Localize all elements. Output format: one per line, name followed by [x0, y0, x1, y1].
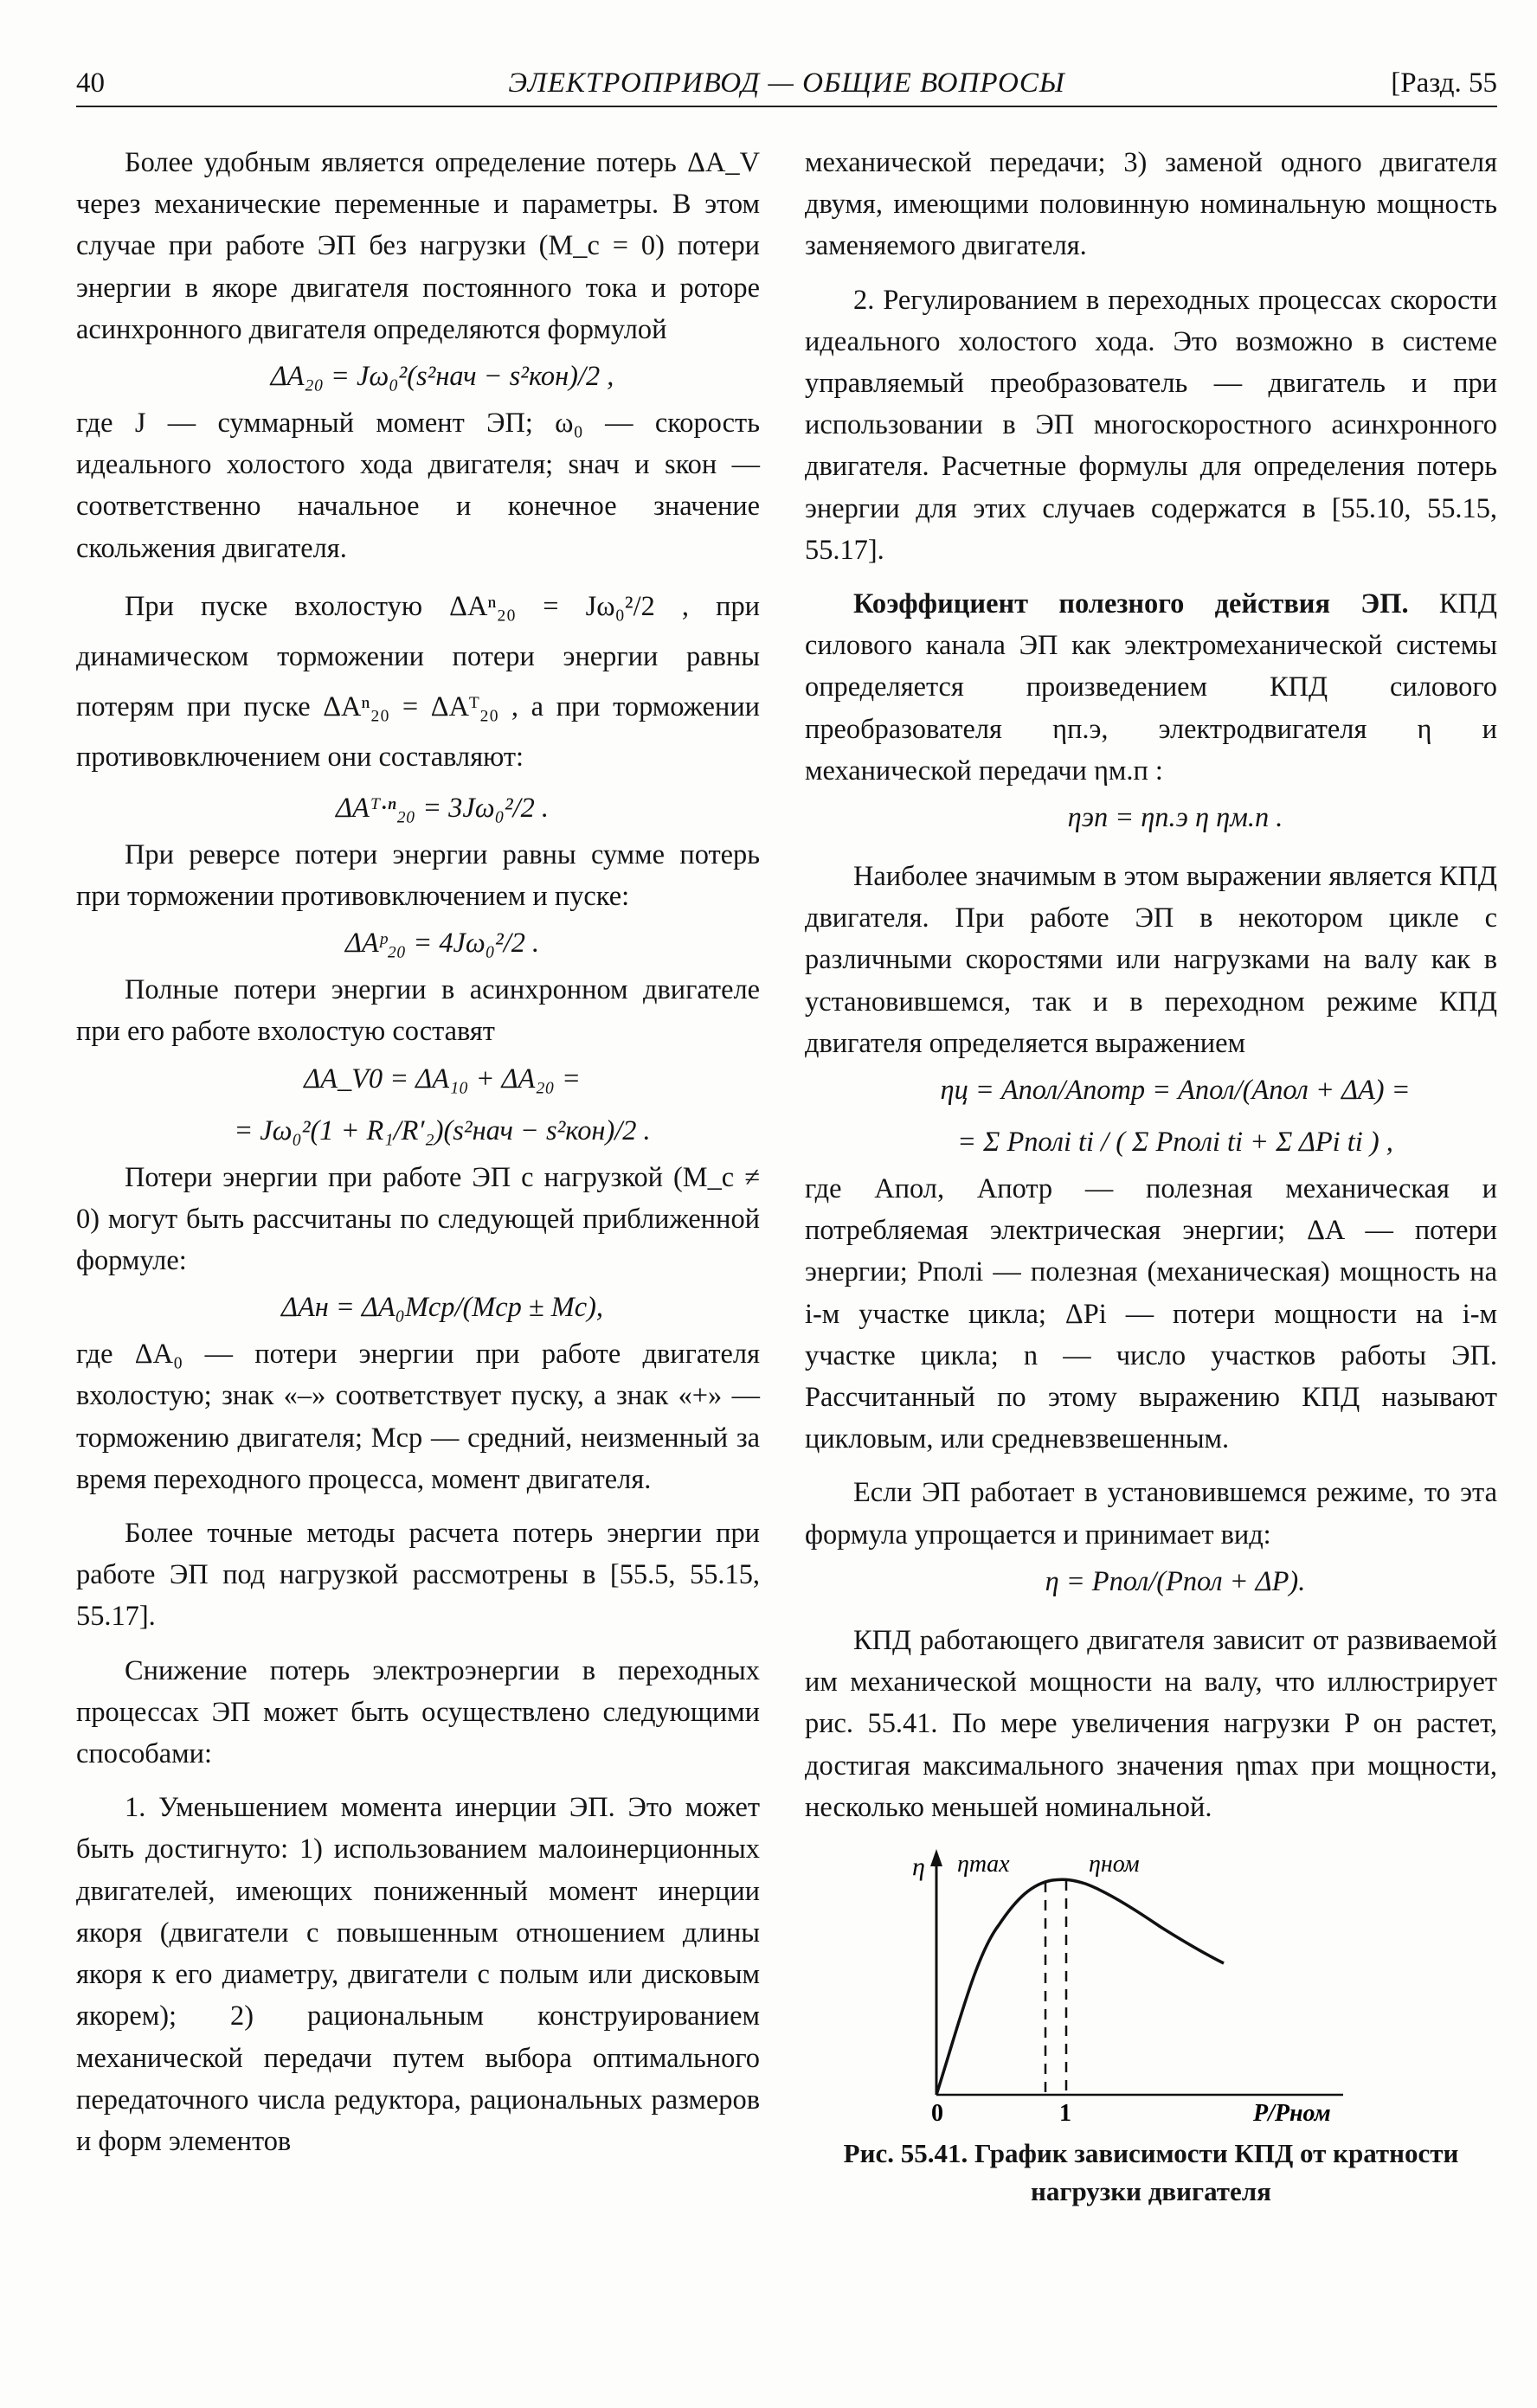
paragraph: Наиболее значимым в этом выражении является КПД двигателя. При работе ЭП в некотором цикле с различными скоростями или нагрузками на валу как в установившемся, так и в переходном режиме КПД двигателя определяется выражением — [805, 861, 1497, 1059]
efficiency-figure — [805, 1842, 1497, 2211]
paragraph: где Aпол, Aпотр — полезная механическая и потребляемая электрическая энергии; ΔA — потери энергии; Pполi — полезная (механическая) мощность на i-м участке цикла; ΔPi — потери мощности на i-м участке цикла; n — число участков работы ЭП. Рассчитанный по этому выражению КПД называют цикловым, или средневзвешенным. — [805, 1173, 1497, 1455]
y-axis-label: η — [912, 1852, 925, 1881]
formula: ΔAн = ΔA₀Mср/(Mср ± Mс), — [280, 1292, 604, 1324]
formula: ΔAᵀ·ⁿ₂₀ = 3Jω₀²/2 . — [336, 792, 549, 824]
paragraph: Более точные методы расчета потерь энергии при работе ЭП под нагрузкой рассмотрены в [55.5, 55.15, 55.17]. — [76, 1518, 760, 1633]
left-column — [76, 142, 760, 2162]
x-tick-1: 1 — [1059, 2099, 1071, 2127]
formula: ΔA₂₀ = Jω₀²(s²нач − s²кон)/2 , — [270, 361, 614, 393]
formula: η = Pпол/(Pпол + ΔP). — [1045, 1565, 1306, 1597]
formula: = Σ Pполi ti / ( Σ Pполi ti + Σ ΔPi ti ) , — [957, 1127, 1393, 1159]
formula: ΔA_V0 = ΔA₁₀ + ΔA₂₀ = — [304, 1063, 581, 1095]
paragraph: Более удобным является определение потерь ΔA_V через механические переменные и параметры. В этом случае при работе ЭП без нагрузки (M_c = 0) потери энергии в якоре двигателя постоянного тока и роторе асинхронного двигателя определяются формулой — [76, 147, 760, 345]
paragraph: При реверсе потери энергии равны сумме потерь при торможении противовключением и пуске: — [76, 838, 760, 913]
paragraph — [805, 583, 1497, 792]
paragraph-lead: Коэффициент полезного действия ЭП. — [853, 588, 1409, 620]
efficiency-curve-graph — [862, 1842, 1416, 2128]
section-label: [Разд. 55 — [1391, 67, 1497, 99]
paragraph: Снижение потерь электроэнергии в переходных процессах ЭП может быть осуществлено следующими способами: — [76, 1654, 760, 1770]
formula: = Jω₀²(1 + R₁/R′₂)(s²нач − s²кон)/2 . — [234, 1114, 651, 1146]
running-title: ЭЛЕКТРОПРИВОД — ОБЩИЕ ВОПРОСЫ — [508, 67, 1065, 99]
paragraph: Полные потери энергии в асинхронном двигателе при его работе вхолостую составят — [76, 974, 760, 1048]
eta-max-label: ηmax — [957, 1850, 1010, 1878]
paragraph: КПД работающего двигателя зависит от развиваемой им механической мощности на валу, что иллюстрирует рис. 55.41. По мере увеличения нагрузки P он растет, достигая максимального значения ηmax при мощности, несколько меньшей номинальной. — [805, 1624, 1497, 1823]
x-tick-0: 0 — [931, 2099, 943, 2127]
paragraph: 1. Уменьшением момента инерции ЭП. Это может быть достигнуто: 1) использованием малоинерционных двигателей, имеющих пониженный момент инерции якоря (двигатели с повышенным отношением длины якоря к его диаметру, двигатели с полым или дисковым якорем); 2) рациональным конструированием механической передачи путем выбора оптимального передаточного числа редуктора, рациональных размеров и форм элементов — [76, 1792, 760, 2157]
page-header — [76, 62, 1497, 107]
efficiency-curve — [936, 1879, 1224, 2095]
paragraph: Если ЭП работает в установившемся режиме, то эта формула упрощается и принимает вид: — [805, 1477, 1497, 1551]
paragraph: Потери энергии при работе ЭП с нагрузкой (M_c ≠ 0) могут быть рассчитаны по следующей приближенной формуле: — [76, 1161, 760, 1277]
paragraph-text: КПД силового канала ЭП как электромеханической системы определяется произведением КПД силового преобразователя ηп.э, электродвигателя η и механической передачи ηм.п : — [805, 588, 1497, 787]
paragraph: 2. Регулированием в переходных процессах скорости идеального холостого хода. Это возможно в системе управляемый преобразователь — двигатель и при использовании в ЭП многоскоростного асинхронного двигателя. Расчетные формулы для определения потерь энергии для этих случаев содержатся в [55.10, 55.15, 55.17]. — [805, 284, 1497, 566]
paragraph: механической передачи; 3) заменой одного двигателя двумя, имеющими половинную номинальную мощность заменяемого двигателя. — [805, 147, 1497, 262]
formula: ηэп = ηп.э η ηм.п . — [1067, 802, 1283, 834]
y-axis-arrow — [930, 1849, 942, 1866]
paragraph: При пуске вхолостую ΔAⁿ₂₀ = Jω₀²/2 , при динамическом торможении потери энергии равны потерям при пуске ΔAⁿ₂₀ = ΔAᵀ₂₀ , а при торможении противовключением они составляют: — [76, 590, 760, 773]
right-column — [805, 142, 1497, 2211]
paragraph: где J — суммарный момент ЭП; ω₀ — скорость идеального холостого хода двигателя; sнач и sкон — соответственно начальное и конечное значение скольжения двигателя. — [76, 408, 760, 564]
header-rule — [76, 106, 1497, 107]
paragraph: где ΔA₀ — потери энергии при работе двигателя вхолостую; знак «–» соответствует пуску, а знак «+» — торможению двигателя; Mср — средний, неизменный за время переходного процесса, момент двигателя. — [76, 1339, 760, 1495]
x-axis-label: P/Pном — [1253, 2099, 1331, 2127]
figure-caption: Рис. 55.41. График зависимости КПД от кратности нагрузки двигателя — [843, 2137, 1459, 2206]
formula: ΔAᵖ₂₀ = 4Jω₀²/2 . — [344, 928, 540, 960]
formula: ηц = Aпол/Aпотр = Aпол/(Aпол + ΔA) = — [940, 1075, 1411, 1107]
page-number: 40 — [76, 67, 105, 99]
eta-nom-label: ηном — [1089, 1850, 1140, 1878]
